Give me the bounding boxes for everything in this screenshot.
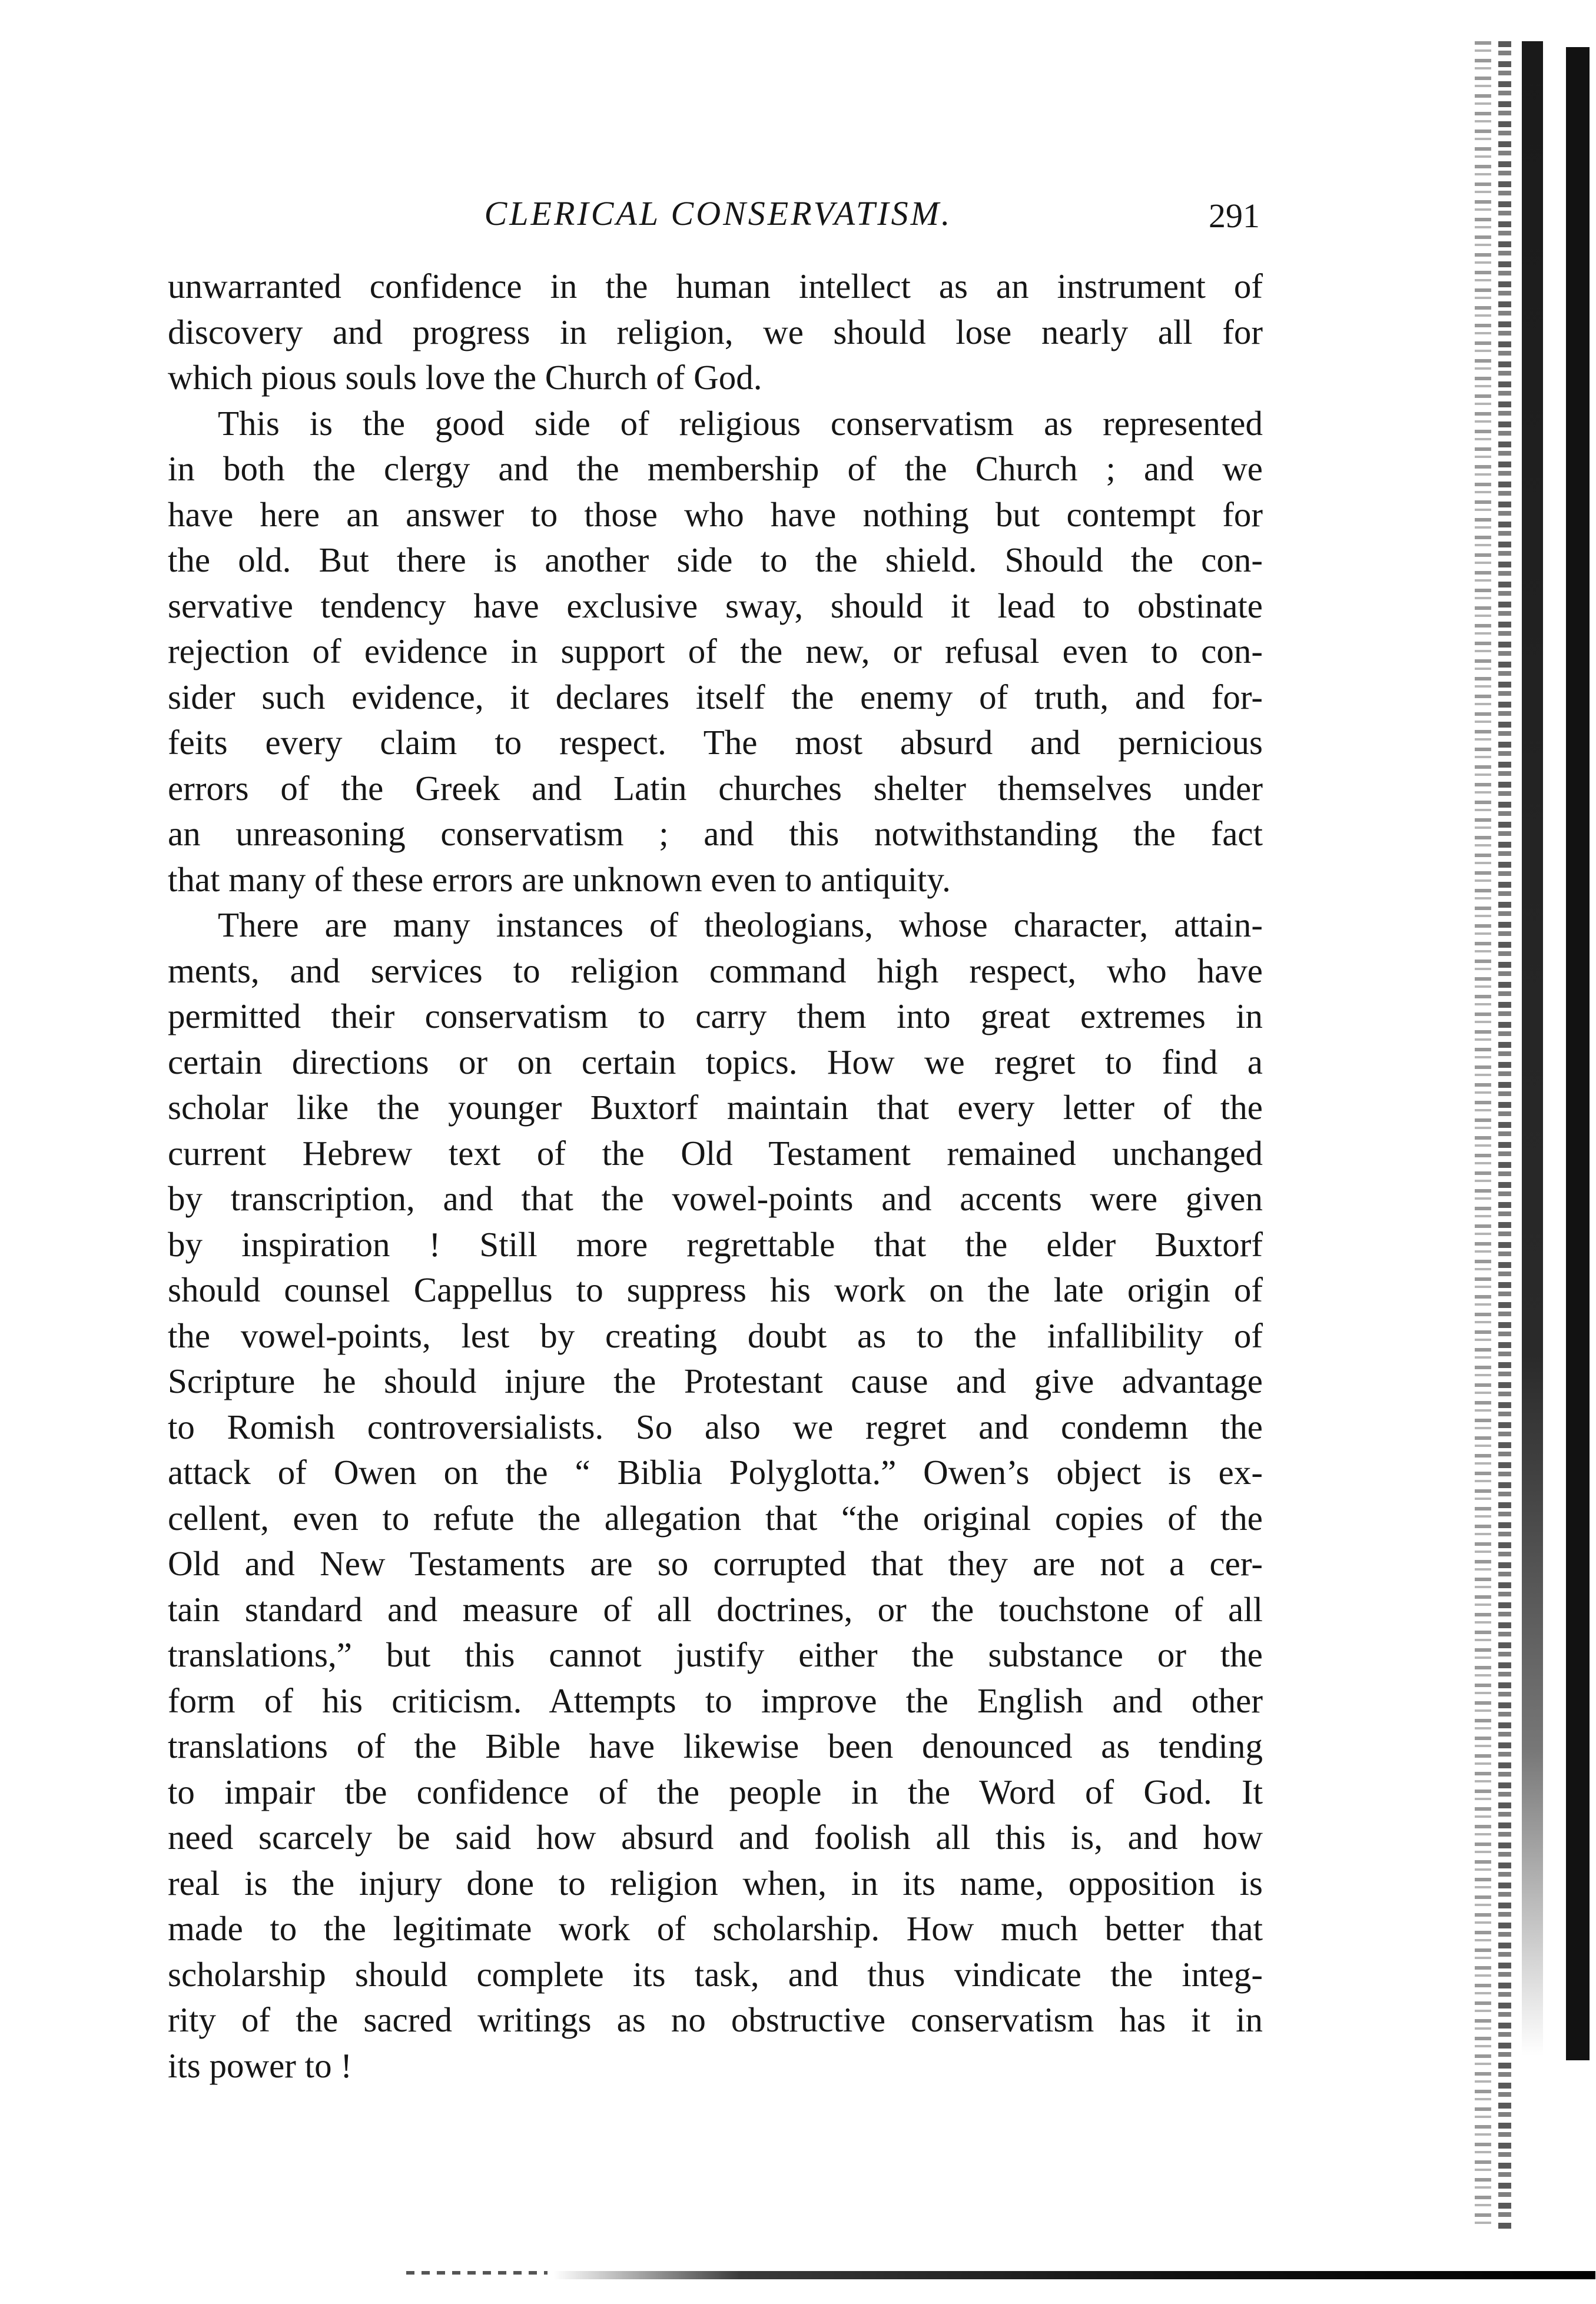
- text-line: to impair tbe confidence of the people in the Word of God. It: [168, 1772, 1263, 1811]
- text-line: in both the clergy and the membership of the Church ; and we: [168, 449, 1263, 488]
- text-line: current Hebrew text of the Old Testament remained unchanged: [168, 1133, 1263, 1173]
- text-line: rity of the sacred writings as no obstructive conservatism has it in: [168, 2000, 1263, 2039]
- text-line: made to the legitimate work of scholarship. How much better that: [168, 1909, 1263, 1948]
- scan-edge-artifact: [1475, 41, 1491, 2231]
- running-head: [171, 187, 1266, 240]
- scan-edge-artifact: [1498, 41, 1511, 2231]
- text-line: should counsel Cappellus to suppress his work on the late origin of: [168, 1270, 1263, 1309]
- text-line: an unreasoning conservatism ; and this notwithstanding the fact: [168, 814, 1263, 853]
- text-line: the vowel-points, lest by creating doubt as to the infallibility of: [168, 1316, 1263, 1355]
- text-line: cellent, even to refute the allegation that “the original copies of the: [168, 1498, 1263, 1538]
- text-line: translations of the Bible have likewise been denounced as tending: [168, 1727, 1263, 1765]
- text-line: need scarcely be said how absurd and foolish all this is, and how: [168, 1818, 1263, 1857]
- text-line: Scripture he should injure the Protestant cause and give advantage: [168, 1362, 1263, 1400]
- text-line: scholarship should complete its task, and thus vindicate the integ-: [168, 1954, 1263, 1994]
- text-line: real is the injury done to religion when, in its name, opposition is: [168, 1863, 1263, 1903]
- text-line: certain directions or on certain topics. How we regret to find a: [168, 1042, 1263, 1081]
- text-line: by transcription, and that the vowel-points and accents were given: [168, 1179, 1263, 1218]
- text-line: feits every claim to respect. The most absurd and pernicious: [168, 723, 1263, 762]
- text-line: attack of Owen on the “ Biblia Polyglotta.” Owen’s object is ex-: [168, 1453, 1263, 1492]
- text-line: form of his criticism. Attempts to improve the English and other: [168, 1681, 1263, 1720]
- bottom-edge-artifact: [406, 2271, 548, 2275]
- text-line: have here an answer to those who have nothing but contempt for: [168, 494, 1263, 534]
- text-line: servative tendency have exclusive sway, should it lead to obstinate: [168, 586, 1263, 625]
- text-line: translations,” but this cannot justify either the substance or the: [168, 1635, 1263, 1674]
- text-line: ments, and services to religion command high respect, who have: [168, 951, 1263, 990]
- text-line: sider such evidence, it declares itself the enemy of truth, and for-: [168, 677, 1263, 716]
- text-line: that many of these errors are unknown even to antiquity.: [168, 859, 951, 899]
- paragraph-first-line: This is the good side of religious conservatism as represented: [218, 403, 1263, 443]
- body-text: [168, 264, 1263, 2089]
- paragraph-first-line: There are many instances of theologians, whose character, attain-: [218, 905, 1263, 944]
- text-line: the old. But there is another side to the shield. Should the con-: [168, 540, 1263, 579]
- text-line: rejection of evidence in support of the new, or refusal even to con-: [168, 632, 1263, 670]
- text-line: its power to !: [168, 2046, 352, 2085]
- text-line: which pious souls love the Church of God.: [168, 358, 762, 397]
- text-line: permitted their conservatism to carry them into great extremes in: [168, 997, 1263, 1035]
- text-line: scholar like the younger Buxtorf maintain that every letter of the: [168, 1088, 1263, 1127]
- text-line: Old and New Testaments are so corrupted that they are not a cer-: [168, 1544, 1263, 1583]
- text-line: tain standard and measure of all doctrines, or the touchstone of all: [168, 1589, 1263, 1629]
- page-edge-shadow: [1566, 47, 1590, 2060]
- text-line: to Romish controversialists. So also we regret and condemn the: [168, 1407, 1263, 1446]
- bottom-edge-shadow: [553, 2271, 1595, 2279]
- text-line: discovery and progress in religion, we should lose nearly all for: [168, 312, 1263, 351]
- text-line: by inspiration ! Still more regrettable that the elder Buxtorf: [168, 1224, 1263, 1264]
- running-title: CLERICAL CONSERVATISM.: [484, 194, 953, 233]
- text-line: errors of the Greek and Latin churches shelter themselves under: [168, 768, 1263, 808]
- scan-edge-artifact: [1522, 41, 1543, 2231]
- text-line: unwarranted confidence in the human intellect as an instrument of: [168, 267, 1263, 306]
- page-number: 291: [1209, 197, 1260, 235]
